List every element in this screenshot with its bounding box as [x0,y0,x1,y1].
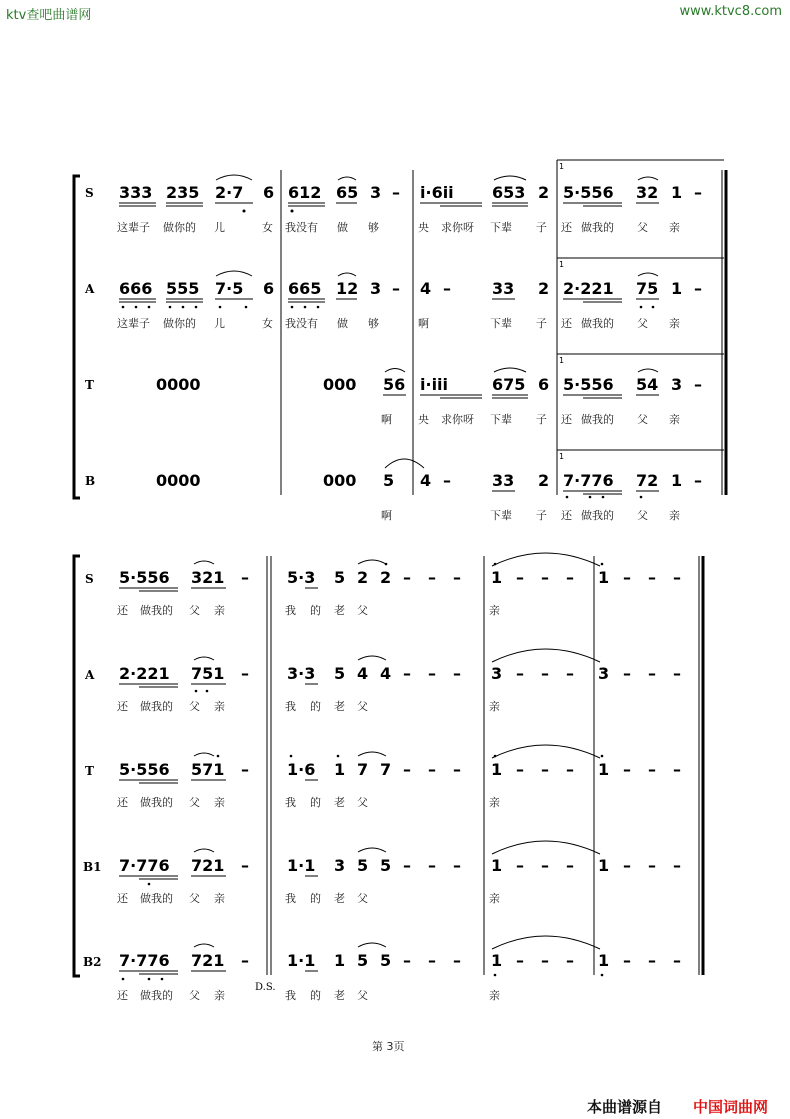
lyric: 还 [117,700,128,713]
note: 5 [357,951,369,970]
note: – [403,568,411,587]
note: – [428,951,436,970]
note: – [241,856,249,875]
note: 5 [334,568,346,587]
note: 000 [323,375,357,394]
lyric: 做我的 [140,700,173,713]
lyric: 做我的 [581,413,614,426]
note: – [241,760,249,779]
lyric: 下辈 [490,317,512,330]
lyric: 做我的 [581,221,614,234]
lyric: 父 [357,604,368,617]
lyric: 的 [310,796,321,809]
note: 1 [491,856,503,875]
note: – [566,856,574,875]
lyric: 够 [368,221,379,234]
lyric: 下辈 [490,221,512,234]
note: 2·7 [215,183,244,202]
note: 7 [357,760,369,779]
staff-B-1 [85,459,702,498]
note: – [566,568,574,587]
note: 3 [671,375,683,394]
part-label: S [85,186,94,200]
note: 1·6 [287,760,316,779]
note: 1 [598,568,610,587]
note: 4 [357,664,369,683]
lyric: 子 [536,509,547,522]
lyric: 做我的 [140,892,173,905]
note: 5 [334,664,346,683]
lyric: 做 [337,221,348,234]
lyric: 亲 [214,892,225,905]
lyric: 做 [337,317,348,330]
note: 72 [636,471,659,490]
lyric: 求你呀 [441,221,474,234]
note: 33 [492,471,515,490]
lyric: 父 [357,796,368,809]
lyric: 女 [262,221,273,234]
volta-label: 1 [559,356,565,365]
dal-segno-mark: D.S. [255,982,276,993]
note: 665 [288,279,322,298]
note: – [648,664,656,683]
note: – [648,568,656,587]
lyric: 亲 [489,989,500,1002]
note: 3 [334,856,346,875]
note: – [403,951,411,970]
note: – [453,856,461,875]
note: – [453,760,461,779]
note: – [623,664,631,683]
part-label: T [85,764,94,778]
lyric: 下辈 [490,413,512,426]
lyric: 父 [357,892,368,905]
note: – [648,856,656,875]
lyric: 父 [189,892,200,905]
note: – [241,664,249,683]
system-1 [74,160,726,522]
note: – [694,471,702,490]
note: 33 [492,279,515,298]
lyrics-T-2 [117,795,500,809]
lyric: 子 [536,221,547,234]
lyric: 父 [189,989,200,1002]
note: – [403,856,411,875]
note: 7 [380,760,392,779]
lyric: 父 [189,604,200,617]
header-site-left[interactable]: ktv查吧曲谱网 [6,8,92,23]
note: 555 [166,279,200,298]
lyric: 子 [536,413,547,426]
lyric: 的 [310,604,321,617]
note: – [541,760,549,779]
lyric: 亲 [489,604,500,617]
lyrics-S-2 [117,603,500,617]
note: 2·221 [119,664,170,683]
note: 5 [380,951,392,970]
lyric: 亲 [489,796,500,809]
note: – [453,951,461,970]
note: 5·556 [119,760,170,779]
note: 5 [380,856,392,875]
lyric: 做我的 [140,989,173,1002]
note: – [623,760,631,779]
note: – [673,568,681,587]
lyric: 做你的 [163,221,196,234]
note: 2 [380,568,392,587]
staff-T-1 [85,368,702,398]
note: – [694,183,702,202]
lyric: 亲 [489,892,500,905]
note: 5·3 [287,568,316,587]
lyric: 这辈子 [117,221,150,234]
note: 7·776 [119,856,170,875]
lyric: 父 [637,221,648,234]
lyric: 还 [117,892,128,905]
note: – [673,760,681,779]
lyric: 还 [561,413,572,426]
note: – [443,279,451,298]
staff-B2-2 [83,936,681,993]
note: – [566,951,574,970]
note: 4 [420,471,432,490]
note: 2 [538,471,550,490]
lyric: 啊 [418,317,429,330]
note: 2·221 [563,279,614,298]
note: – [673,951,681,970]
lyric: 做我的 [581,509,614,522]
lyric: 的 [310,989,321,1002]
note: 1·1 [287,856,316,875]
note: 721 [191,951,225,970]
note: 1 [598,856,610,875]
lyric: 老 [334,989,345,1002]
note: 4 [380,664,392,683]
lyric: 亲 [214,700,225,713]
lyric: 央 [418,413,429,426]
note: 2 [538,183,550,202]
note: – [516,568,524,587]
note: i·iii [420,375,449,394]
note: – [648,951,656,970]
note: 6 [538,375,550,394]
lyric: 儿 [214,221,225,234]
lyric: 还 [117,604,128,617]
lyric: 做我的 [581,317,614,330]
note: 54 [636,375,659,394]
lyrics-A-2 [117,699,500,713]
note: 7·5 [215,279,244,298]
lyric: 我没有 [285,221,318,234]
lyric: 还 [561,509,572,522]
note: 5·556 [563,375,614,394]
lyric: 的 [310,892,321,905]
page-number: 第 3页 [372,1040,405,1053]
note: – [541,568,549,587]
header-site-url[interactable]: www.ktvc8.com [679,4,782,19]
part-label: A [85,668,95,682]
note: – [453,664,461,683]
lyric: 还 [561,221,572,234]
lyric: 父 [357,989,368,1002]
lyric: 我 [285,796,296,809]
note: – [428,760,436,779]
lyric: 我 [285,700,296,713]
note: – [428,568,436,587]
note: – [403,664,411,683]
note: 3 [598,664,610,683]
volta-label: 1 [559,260,565,269]
staff-S-1 [85,175,702,213]
lyric: 这辈子 [117,317,150,330]
note: – [694,279,702,298]
lyrics-A-1 [117,316,680,330]
lyric: 下辈 [490,509,512,522]
lyric: 还 [117,989,128,1002]
note: – [392,279,400,298]
lyric: 央 [418,221,429,234]
note: – [541,664,549,683]
note: – [623,568,631,587]
note: 1 [334,760,346,779]
note: 7·776 [563,471,614,490]
lyrics-B-1 [381,508,680,522]
lyric: 我 [285,989,296,1002]
note: 5·556 [119,568,170,587]
lyric: 老 [334,604,345,617]
note: 1 [598,951,610,970]
note: – [673,856,681,875]
part-label: B1 [83,860,102,874]
lyric: 父 [189,796,200,809]
lyrics-B2-2 [117,988,500,1002]
part-label: B [85,474,96,488]
note: 3 [370,279,382,298]
lyric: 还 [561,317,572,330]
note: 000 [323,471,357,490]
lyric: 亲 [669,509,680,522]
lyric: 求你呀 [441,413,474,426]
note: 1 [671,279,683,298]
footer-source-text: 本曲谱源自 [587,1098,663,1116]
note: 1 [491,951,503,970]
lyric: 亲 [669,413,680,426]
note: 321 [191,568,225,587]
note: 12 [336,279,359,298]
lyric: 亲 [669,317,680,330]
note: – [541,856,549,875]
note: 65 [336,183,359,202]
note: 1 [671,471,683,490]
note: – [566,664,574,683]
note: 333 [119,183,153,202]
lyric: 父 [357,700,368,713]
note: – [516,856,524,875]
note: 6 [263,279,275,298]
volta-label: 1 [559,162,565,171]
lyric: 做我的 [140,796,173,809]
note: – [694,375,702,394]
note: i·6ii [420,183,454,202]
note: 1 [334,951,346,970]
lyric: 我 [285,892,296,905]
note: 612 [288,183,322,202]
note: 2 [538,279,550,298]
note: – [566,760,574,779]
note: 6 [263,183,275,202]
lyric: 子 [536,317,547,330]
note: 56 [383,375,406,394]
note: – [516,951,524,970]
note: – [403,760,411,779]
note: 653 [492,183,526,202]
footer-brand-link[interactable]: 中国词曲网 [693,1098,769,1116]
note: 3·3 [287,664,316,683]
note: 751 [191,664,225,683]
note: – [241,568,249,587]
part-label: A [85,282,95,296]
note: – [623,951,631,970]
lyric: 父 [637,317,648,330]
lyric: 老 [334,700,345,713]
lyric: 亲 [214,796,225,809]
lyric: 亲 [489,700,500,713]
staff-S-2 [85,553,681,591]
part-label: T [85,378,94,392]
volta-label: 1 [559,452,565,461]
lyric: 还 [117,796,128,809]
note: – [428,856,436,875]
note: 0000 [156,375,201,394]
lyric: 的 [310,700,321,713]
lyric: 老 [334,892,345,905]
note: 1 [491,760,503,779]
lyric: 父 [189,700,200,713]
note: 0000 [156,471,201,490]
lyrics-B1-2 [117,891,500,905]
note: – [241,951,249,970]
note: – [516,760,524,779]
note: – [453,568,461,587]
note: 721 [191,856,225,875]
lyric: 亲 [214,989,225,1002]
note: 5·556 [563,183,614,202]
note: 1 [598,760,610,779]
note: – [392,183,400,202]
lyric: 亲 [669,221,680,234]
lyric: 父 [637,509,648,522]
note: 4 [420,279,432,298]
lyric: 做你的 [163,317,196,330]
note: 571 [191,760,225,779]
note: – [443,471,451,490]
note: – [648,760,656,779]
system-2 [74,553,703,1002]
note: 666 [119,279,153,298]
note: 75 [636,279,659,298]
note: – [428,664,436,683]
lyric: 亲 [214,604,225,617]
note: 235 [166,183,200,202]
part-label: B2 [83,955,102,969]
lyric: 够 [368,317,379,330]
note: 7·776 [119,951,170,970]
note: – [516,664,524,683]
lyric: 父 [637,413,648,426]
note: 32 [636,183,659,202]
lyric: 我 [285,604,296,617]
lyric: 老 [334,796,345,809]
lyric: 儿 [214,317,225,330]
note: 2 [357,568,369,587]
note: 3 [491,664,503,683]
note: – [541,951,549,970]
note: 3 [370,183,382,202]
note: – [623,856,631,875]
lyric: 啊 [381,509,392,522]
note: – [673,664,681,683]
lyric: 做我的 [140,604,173,617]
lyrics-S-1 [117,220,680,234]
note: 5 [383,471,395,490]
staff-B1-2 [83,841,681,885]
note: 675 [492,375,526,394]
staff-T-2 [85,745,681,783]
note: 1·1 [287,951,316,970]
note: 1 [491,568,503,587]
staff-A-2 [84,649,681,692]
lyric: 女 [262,317,273,330]
part-label: S [85,572,94,586]
lyric: 我没有 [285,317,318,330]
staff-A-1 [84,271,702,308]
lyric: 啊 [381,413,392,426]
lyrics-T-1 [381,412,680,426]
note: 5 [357,856,369,875]
note: 1 [671,183,683,202]
